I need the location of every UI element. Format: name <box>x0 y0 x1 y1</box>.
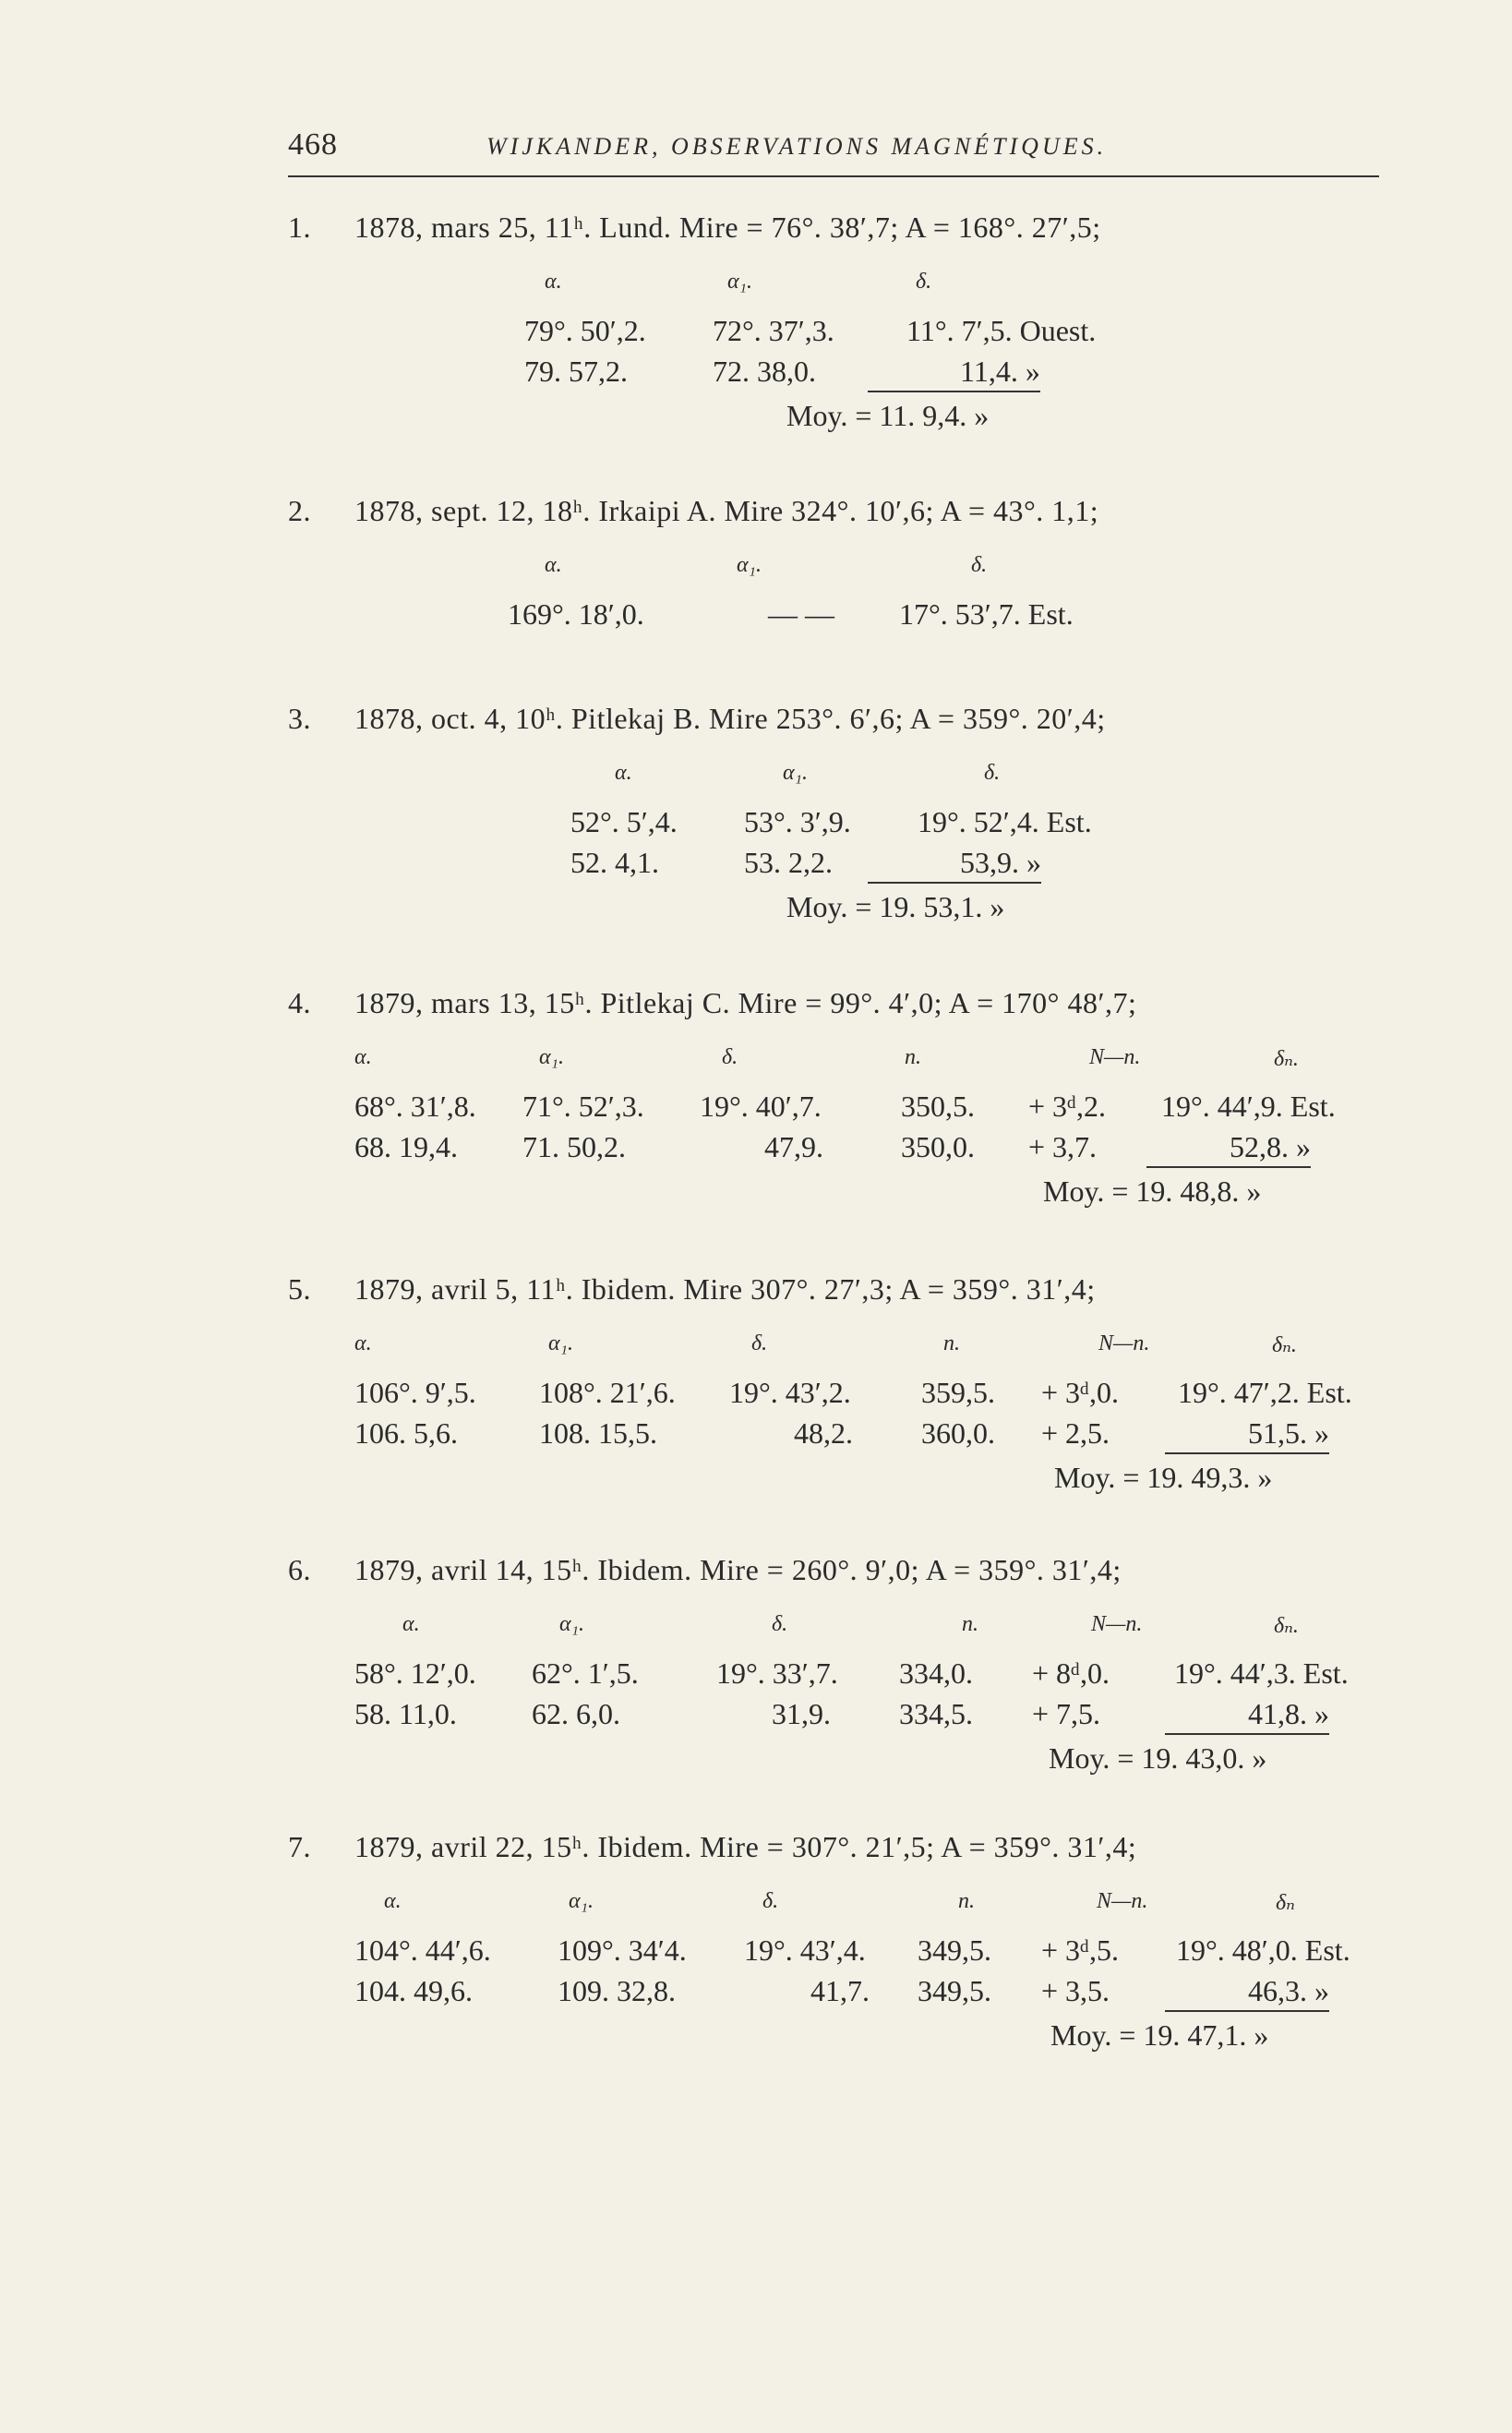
mean-row: Moy. = 19. 43,0. » <box>1049 1741 1267 1775</box>
cell: 79. 57,2. <box>524 355 628 388</box>
cell: 19°. 44′,3. Est. <box>1174 1656 1349 1690</box>
cell: + 8ᵈ,0. <box>1032 1656 1110 1690</box>
cell: 19°. 43′,2. <box>729 1376 851 1409</box>
cell: 350,5. <box>901 1090 975 1123</box>
label-delta: δ. <box>916 270 932 294</box>
mean-row: Moy. = 19. 49,3. » <box>1054 1461 1273 1494</box>
cell: 68. 19,4. <box>354 1130 458 1163</box>
cell: + 7,5. <box>1032 1697 1101 1730</box>
cell: 359,5. <box>921 1376 995 1409</box>
label-delta-n: δₙ <box>1276 1891 1295 1915</box>
cell: + 2,5. <box>1041 1416 1110 1450</box>
cell: 11°. 7′,5. Ouest. <box>906 314 1097 347</box>
cell: 108. 15,5. <box>539 1416 657 1450</box>
label-delta: δ. <box>762 1889 779 1913</box>
cell: 52,8. » <box>1146 1130 1311 1168</box>
cell: 334,5. <box>899 1697 973 1730</box>
label-n: n. <box>958 1889 975 1913</box>
cell: 47,9. <box>764 1130 823 1163</box>
cell: 19°. 44′,9. Est. <box>1161 1090 1336 1123</box>
label-alpha: α. <box>545 553 562 577</box>
label-n: n. <box>962 1612 978 1636</box>
cell: 31,9. <box>772 1697 831 1730</box>
cell: 350,0. <box>901 1130 975 1163</box>
label-N-minus-n: N—n. <box>1097 1889 1148 1913</box>
cell: + 3ᵈ,2. <box>1028 1090 1106 1123</box>
cell: 19°. 52′,4. Est. <box>918 805 1092 838</box>
label-alpha1: α₁. <box>569 1889 594 1913</box>
cell: 46,3. » <box>1165 1974 1329 2012</box>
cell: 71°. 52′,3. <box>522 1090 644 1123</box>
label-delta: δ. <box>722 1045 738 1069</box>
label-alpha1: α₁. <box>548 1331 573 1355</box>
label-delta: δ. <box>984 761 1001 785</box>
cell: 41,8. » <box>1165 1697 1329 1735</box>
label-alpha: α. <box>384 1889 402 1913</box>
running-title: WIJKANDER, OBSERVATIONS MAGNÉTIQUES. <box>486 133 1108 160</box>
entry-heading: 1. 1878, mars 25, 11ʰ. Lund. Mire = 76°. 38′,7; A = 168°. 27′,5; <box>288 211 1101 244</box>
mean-row: Moy. = 19. 47,1. » <box>1050 2018 1269 2052</box>
page-header <box>288 127 1379 174</box>
cell: 104°. 44′,6. <box>354 1933 491 1967</box>
label-alpha1: α₁. <box>737 553 762 577</box>
entry-heading: 4. 1879, mars 13, 15ʰ. Pitlekaj C. Mire = 99°. 4′,0; A = 170° 48′,7; <box>288 986 1137 1019</box>
cell: 11,4. » <box>868 355 1040 392</box>
cell: 58°. 12′,0. <box>354 1656 476 1690</box>
cell: 109°. 34′4. <box>558 1933 687 1967</box>
label-alpha1: α₁. <box>539 1045 564 1069</box>
cell: 169°. 18′,0. <box>508 597 644 631</box>
entry-heading: 7. 1879, avril 22, 15ʰ. Ibidem. Mire = 307°. 21′,5; A = 359°. 31′,4; <box>288 1830 1137 1863</box>
cell: 52°. 5′,4. <box>570 805 678 838</box>
label-alpha: α. <box>402 1612 420 1636</box>
cell: + 3ᵈ,5. <box>1041 1933 1119 1967</box>
cell: 53,9. » <box>868 846 1041 884</box>
entry-heading: 5. 1879, avril 5, 11ʰ. Ibidem. Mire 307°. 27′,3; A = 359°. 31′,4; <box>288 1272 1096 1306</box>
label-delta-n: δₙ. <box>1272 1333 1297 1357</box>
label-n: n. <box>943 1331 960 1355</box>
cell: 104. 49,6. <box>354 1974 473 2007</box>
cell: 72°. 37′,3. <box>713 314 834 347</box>
cell: 109. 32,8. <box>558 1974 676 2007</box>
cell: 52. 4,1. <box>570 846 659 879</box>
label-alpha: α. <box>615 761 632 785</box>
cell: 53°. 3′,9. <box>744 805 851 838</box>
cell: 19°. 43′,4. <box>744 1933 866 1967</box>
cell: + 3ᵈ,0. <box>1041 1376 1119 1409</box>
cell: 58. 11,0. <box>354 1697 457 1730</box>
cell: — — <box>768 597 834 631</box>
label-alpha: α. <box>545 270 562 294</box>
cell: 349,5. <box>918 1974 991 2007</box>
cell: 334,0. <box>899 1656 973 1690</box>
label-delta-n: δₙ. <box>1274 1047 1299 1071</box>
cell: + 3,7. <box>1028 1130 1098 1163</box>
cell: 71. 50,2. <box>522 1130 626 1163</box>
mean-row: Moy. = 19. 48,8. » <box>1043 1174 1262 1208</box>
label-N-minus-n: N—n. <box>1091 1612 1143 1636</box>
label-n: n. <box>905 1045 921 1069</box>
entry-heading: 2. 1878, sept. 12, 18ʰ. Irkaipi A. Mire 324°. 10′,6; A = 43°. 1,1; <box>288 494 1099 527</box>
cell: 53. 2,2. <box>744 846 833 879</box>
cell: 19°. 47′,2. Est. <box>1178 1376 1352 1409</box>
cell: 62°. 1′,5. <box>532 1656 639 1690</box>
cell: 48,2. <box>794 1416 853 1450</box>
cell: 19°. 40′,7. <box>700 1090 822 1123</box>
cell: 62. 6,0. <box>532 1697 620 1730</box>
cell: 349,5. <box>918 1933 991 1967</box>
mean-row: Moy. = 11. 9,4. » <box>786 399 990 432</box>
cell: 106. 5,6. <box>354 1416 458 1450</box>
label-alpha: α. <box>354 1331 372 1355</box>
label-delta: δ. <box>971 553 988 577</box>
cell: 360,0. <box>921 1416 995 1450</box>
cell: 51,5. » <box>1165 1416 1329 1454</box>
label-alpha1: α₁. <box>727 270 752 294</box>
cell: 17°. 53′,7. Est. <box>899 597 1074 631</box>
label-delta: δ. <box>772 1612 788 1636</box>
cell: 106°. 9′,5. <box>354 1376 476 1409</box>
cell: 72. 38,0. <box>713 355 816 388</box>
label-delta: δ. <box>751 1331 768 1355</box>
cell: 79°. 50′,2. <box>524 314 646 347</box>
label-N-minus-n: N—n. <box>1089 1045 1141 1069</box>
cell: 19°. 33′,7. <box>716 1656 838 1690</box>
cell: 41,7. <box>810 1974 870 2007</box>
entry-heading: 6. 1879, avril 14, 15ʰ. Ibidem. Mire = 260°. 9′,0; A = 359°. 31′,4; <box>288 1553 1122 1586</box>
cell: + 3,5. <box>1041 1974 1110 2007</box>
label-alpha1: α₁. <box>559 1612 584 1636</box>
cell: 19°. 48′,0. Est. <box>1176 1933 1350 1967</box>
mean-row: Moy. = 19. 53,1. » <box>786 890 1005 923</box>
label-N-minus-n: N—n. <box>1098 1331 1150 1355</box>
label-alpha: α. <box>354 1045 372 1069</box>
label-alpha1: α₁. <box>783 761 808 785</box>
cell: 108°. 21′,6. <box>539 1376 676 1409</box>
cell: 68°. 31′,8. <box>354 1090 476 1123</box>
page-number: 468 <box>288 127 338 162</box>
entry-heading: 3. 1878, oct. 4, 10ʰ. Pitlekaj B. Mire 253°. 6′,6; A = 359°. 20′,4; <box>288 702 1106 735</box>
header-rule <box>288 175 1379 177</box>
label-delta-n: δₙ. <box>1274 1614 1299 1638</box>
